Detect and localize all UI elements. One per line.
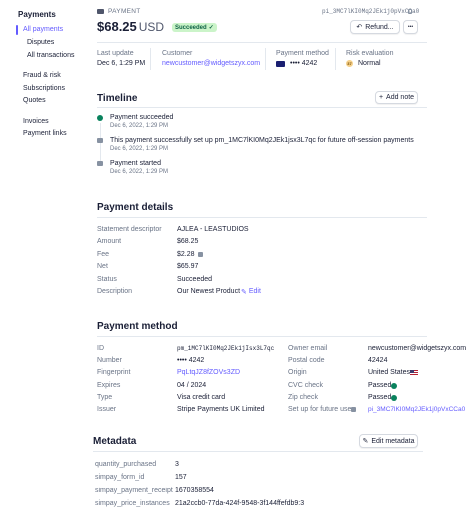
method-label: Postal code [288,357,325,364]
method-label: Fingerprint [97,369,131,376]
info-icon[interactable] [198,252,203,257]
metadata-title: Metadata [93,436,137,447]
divider [97,42,427,43]
sidebar-item-all-payments[interactable]: All payments [23,26,64,33]
currency: USD [138,20,165,34]
sidebar-item-invoices[interactable]: Invoices [23,118,49,125]
sidebar-item-subscriptions[interactable]: Subscriptions [23,85,66,92]
sidebar-title: Payments [18,10,56,19]
detail-label: Status [97,276,117,283]
divider [335,48,336,70]
card-icon [97,161,103,166]
fee-value: $2.28 [177,251,195,258]
sidebar-nav [0,0,88,524]
payment-method-value: •••• 4242 [290,60,318,67]
owner-email-value: newcustomer@widgetszyx.com [368,345,467,352]
metadata-value: 1670358554 [175,487,214,494]
amount-block [97,19,164,34]
amount: $68.25 [97,19,137,34]
customer-link[interactable]: newcustomer@widgetszyx.com [162,60,261,67]
origin-value: United States [368,369,411,376]
timeline-title: Timeline [97,93,138,104]
plus-icon: + [378,94,384,101]
divider [93,451,423,452]
refund-button-label: Refund... [365,23,394,31]
timeline-event-title: Payment succeeded [110,114,174,121]
check-icon: ✓ [208,25,214,31]
more-actions-button[interactable] [403,20,418,34]
timeline-event-time: Dec 6, 2022, 1:29 PM [110,123,169,129]
risk-score-icon: 37 [347,61,352,66]
metadata-value: 3 [175,461,179,468]
payment-detail-page [88,0,474,524]
page-kicker: PAYMENT [108,8,141,15]
copy-icon[interactable] [408,9,412,14]
divider [97,217,427,218]
postal-code-value: 42424 [368,357,388,364]
status-badge [172,23,217,32]
sidebar-item-all-transactions[interactable]: All transactions [27,52,75,59]
card-number-value: •••• 4242 [177,357,205,364]
cvc-check-value: Passed [368,382,392,389]
card-icon [97,138,103,143]
setup-intent-link[interactable]: pi_3MC7lKI0Mq2JEk1j0pVxCCa0 [368,406,466,413]
edit-description-button[interactable] [241,288,261,296]
metadata-value: 157 [175,474,187,481]
detail-label: Amount [97,238,122,245]
edit-metadata-label: Edit metadata [371,437,415,445]
timeline-line [100,123,101,163]
visa-card-icon [276,61,285,67]
edit-metadata-button[interactable] [359,434,418,448]
net-value: $65.97 [177,263,199,270]
method-label: Origin [288,369,307,376]
method-label: Owner email [288,345,328,352]
method-label: Issuer [97,406,117,413]
method-label: Expires [97,382,121,389]
method-label: Number [97,357,122,364]
risk-label: Risk evaluation [346,50,394,57]
divider [97,107,427,108]
zip-check-value: Passed [368,394,392,401]
risk-value: Normal [358,60,381,67]
payment-method-title: Payment method [97,321,178,332]
more-icon: ••• [407,24,414,30]
sidebar-item-disputes[interactable]: Disputes [27,39,55,46]
timeline-event-title: This payment successfully set up pm_1MC7lKI0Mq2JEk1jsx3L7qc for future off-session payments [110,137,414,144]
success-check-icon [97,115,103,121]
last-update-value: Dec 6, 1:29 PM [97,60,146,67]
edit-label: Edit [248,288,261,295]
info-icon[interactable] [351,407,356,412]
fingerprint-link[interactable]: PqLtqJZ8fZOVs3ZD [177,369,241,376]
refund-icon: ↶ [356,24,363,31]
us-flag-icon [410,370,418,375]
statement-descriptor-value: AJLEA - LEASTUDIOS [177,226,249,233]
method-id-value: pm_1MC7lKI0Mq2JEk1jIsx3L7qc [177,345,275,352]
detail-label: Statement descriptor [97,226,162,233]
refund-button[interactable] [350,20,400,34]
divider [150,48,151,70]
issuer-value: Stripe Payments UK Limited [177,406,265,413]
status-value: Succeeded [177,276,213,283]
detail-label: Fee [97,251,110,258]
metadata-key: simpay_payment_receipt [95,487,173,494]
method-label: Zip check [288,394,318,401]
sidebar-item-fraud-risk[interactable]: Fraud & risk [23,72,61,79]
timeline-event-time: Dec 6, 2022, 1:29 PM [110,169,169,175]
add-note-button[interactable] [375,91,418,104]
check-icon [391,395,397,401]
metadata-value: 21a2ccb0-77da-424f-9548-3f144ffefdb9:3 [175,500,305,507]
pencil-icon: ✎ [241,289,247,296]
add-note-label: Add note [386,94,415,101]
divider [265,48,266,70]
payment-id[interactable]: pi_3MC7lKI0Mq2JEk1j0pVxCCa0 [322,8,420,15]
method-label: Set up for future use [288,406,352,413]
expires-value: 04 / 2024 [177,382,207,389]
metadata-key: simpay_form_id [95,474,145,481]
type-value: Visa credit card [177,394,226,401]
payment-details-title: Payment details [97,202,174,213]
timeline-event-title: Payment started [110,160,161,167]
active-indicator [16,25,18,35]
customer-label: Customer [162,50,193,57]
sidebar-item-quotes[interactable]: Quotes [23,97,46,104]
divider [97,336,427,337]
pencil-icon: ✎ [362,438,369,445]
description-value: Our Newest Product [177,288,241,295]
method-label: ID [97,345,104,352]
sidebar-item-payment-links[interactable]: Payment links [23,130,67,137]
method-label: Type [97,394,113,401]
amount-value: $68.25 [177,238,199,245]
timeline-event-time: Dec 6, 2022, 1:29 PM [110,146,169,152]
payment-method-label: Payment method [276,50,329,57]
check-icon [391,383,397,389]
detail-label: Net [97,263,108,270]
last-update-label: Last update [97,50,134,57]
metadata-key: quantity_purchased [95,461,157,468]
status-badge-label: Succeeded [175,24,207,31]
metadata-key: simpay_price_instances [95,500,170,507]
payment-icon [97,9,104,14]
method-label: CVC check [288,382,324,389]
detail-label: Description [97,288,133,295]
